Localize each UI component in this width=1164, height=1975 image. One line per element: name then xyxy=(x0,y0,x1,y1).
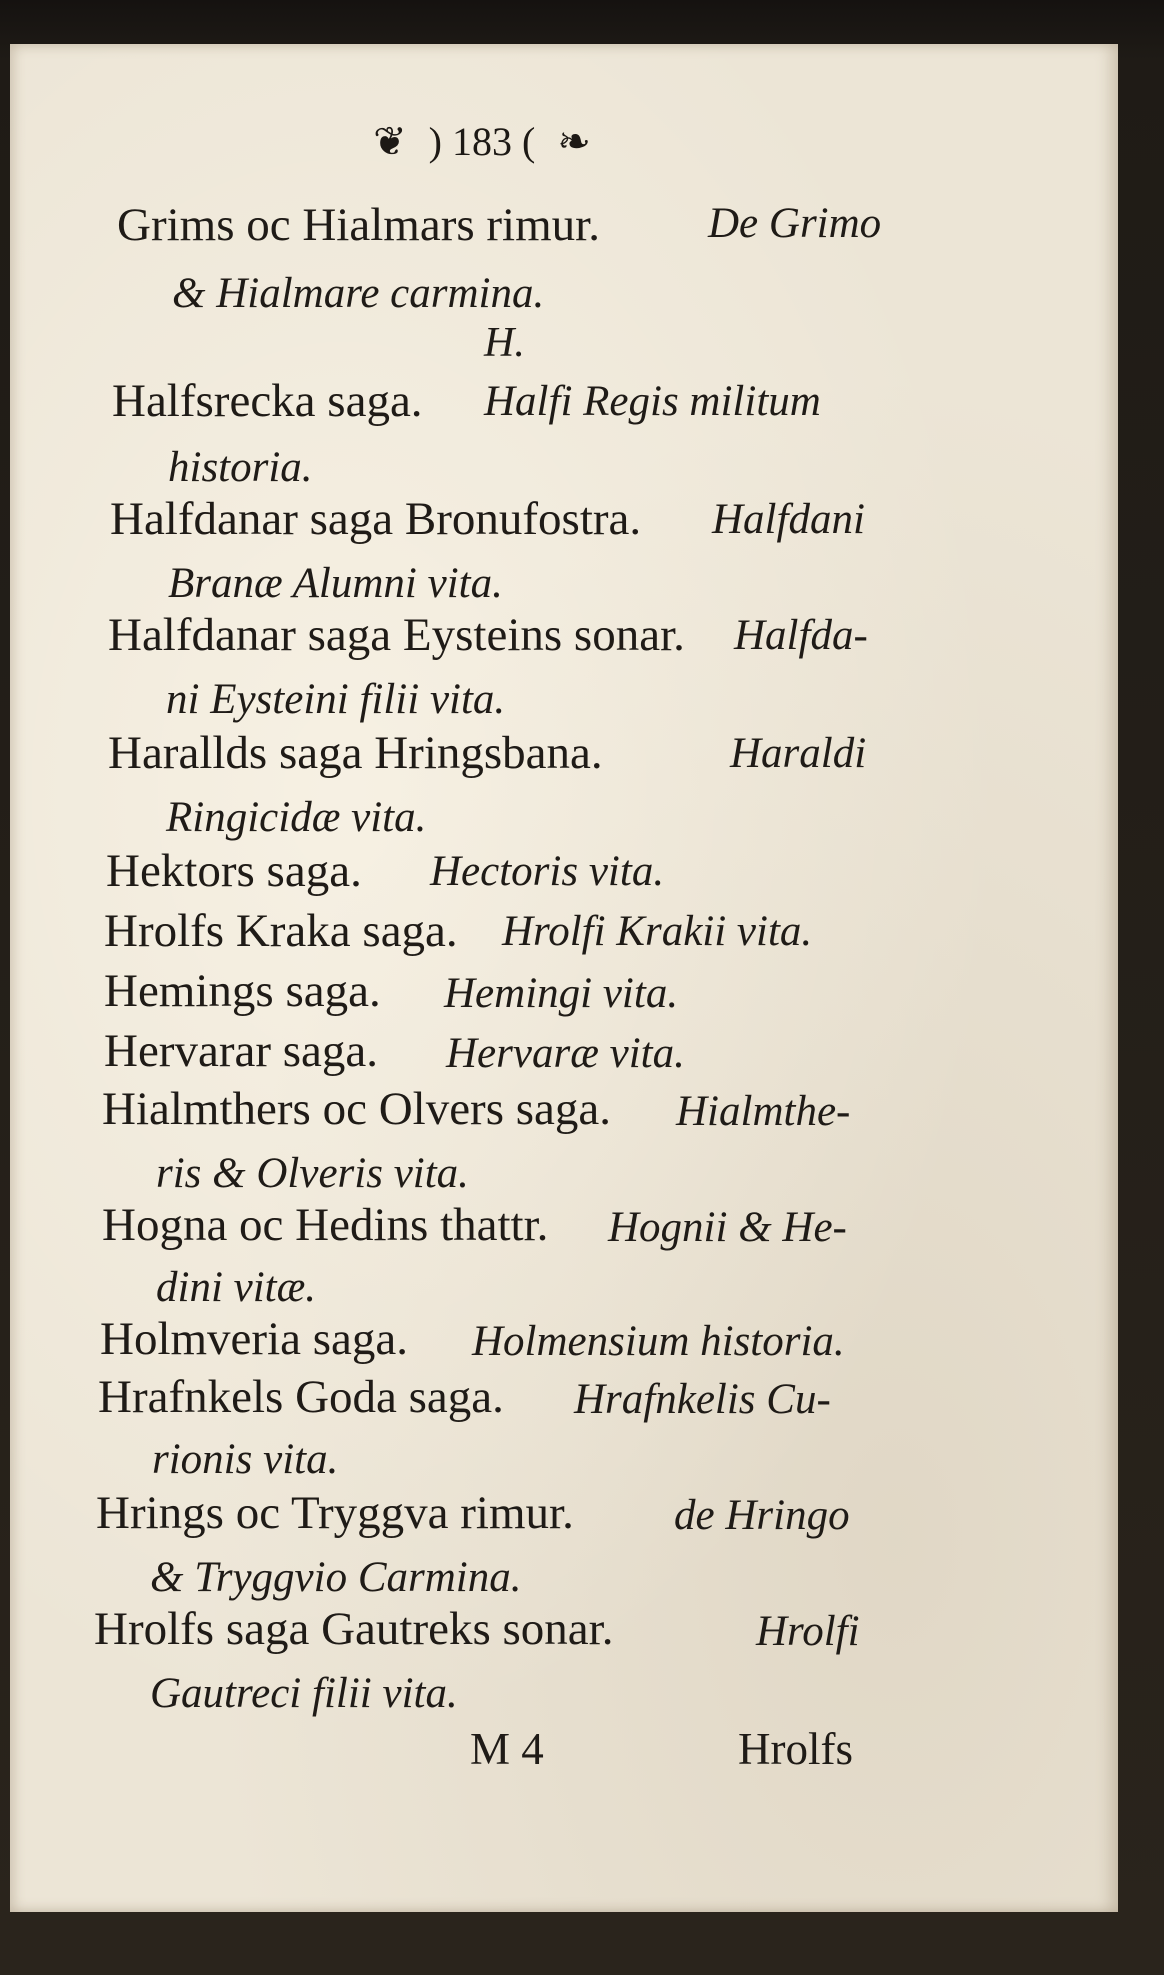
entry-translation: Halfda- xyxy=(734,612,868,659)
entry-translation: Hrolfi xyxy=(756,1608,860,1655)
entry-translation: De Grimo xyxy=(708,200,882,247)
ornament-left-icon: ❦ xyxy=(373,119,407,164)
entry-title: Hrolfs saga Gautreks sonar. xyxy=(94,1603,614,1655)
entry-translation: Haraldi xyxy=(730,730,867,777)
entry-translation: Hrolfi Krakii vita. xyxy=(502,908,813,955)
entry-title: Hrolfs Kraka saga. xyxy=(104,905,458,957)
entry-translation: Gautreci filii vita. xyxy=(150,1670,458,1717)
entry-translation: Halfdani xyxy=(712,496,865,543)
section-letter: H. xyxy=(484,320,525,366)
entry-title: Hrings oc Tryggva rimur. xyxy=(96,1487,574,1539)
entry-translation: ris & Olveris vita. xyxy=(156,1150,469,1197)
entry-translation: dini vitæ. xyxy=(156,1264,317,1311)
entry-translation: Hervaræ vita. xyxy=(446,1030,685,1077)
entry-title: Hrafnkels Goda saga. xyxy=(98,1371,504,1423)
entry-title: Harallds saga Hringsbana. xyxy=(108,727,603,779)
entry-title: Hogna oc Hedins thattr. xyxy=(102,1199,549,1251)
entry-translation: ni Eysteini filii vita. xyxy=(166,676,506,723)
entry-translation: Branæ Alumni vita. xyxy=(168,560,503,607)
entry-translation: & Tryggvio Carmina. xyxy=(150,1554,522,1601)
entry-title: Hemings saga. xyxy=(104,965,381,1017)
entry-translation: Hectoris vita. xyxy=(430,848,665,895)
entry-title: Grims oc Hialmars rimur. xyxy=(117,199,600,251)
entry-translation: rionis vita. xyxy=(152,1436,339,1483)
entry-translation: Ringicidæ vita. xyxy=(166,794,427,841)
entry-translation: Hialmthe- xyxy=(676,1088,851,1135)
entry-translation: & Hialmare carmina. xyxy=(172,270,545,317)
entry-translation: Hognii & He- xyxy=(608,1204,847,1251)
entry-title: Hervarar saga. xyxy=(104,1025,378,1077)
entry-title: Hialmthers oc Olvers saga. xyxy=(102,1083,612,1135)
entry-title: Holmveria saga. xyxy=(100,1313,409,1365)
entry-title: Hektors saga. xyxy=(106,845,362,897)
signature-mark: M 4 xyxy=(470,1724,544,1774)
entry-translation: Hrafnkelis Cu- xyxy=(574,1376,831,1423)
entry-translation: de Hringo xyxy=(674,1492,850,1539)
entry-translation: Halfi Regis militum xyxy=(484,378,821,425)
entry-title: Halfdanar saga Eysteins sonar. xyxy=(108,609,685,661)
catchword: Hrolfs xyxy=(738,1724,853,1774)
entry-title: Halfsrecka saga. xyxy=(112,375,423,427)
ornament-right-icon: ❧ xyxy=(557,119,591,164)
entry-translation: historia. xyxy=(168,444,313,491)
page-number: ) 183 ( xyxy=(428,119,536,164)
entry-title: Halfdanar saga Bronufostra. xyxy=(110,493,642,545)
entry-translation: Holmensium historia. xyxy=(472,1318,845,1365)
entry-translation: Hemingi vita. xyxy=(444,970,679,1017)
